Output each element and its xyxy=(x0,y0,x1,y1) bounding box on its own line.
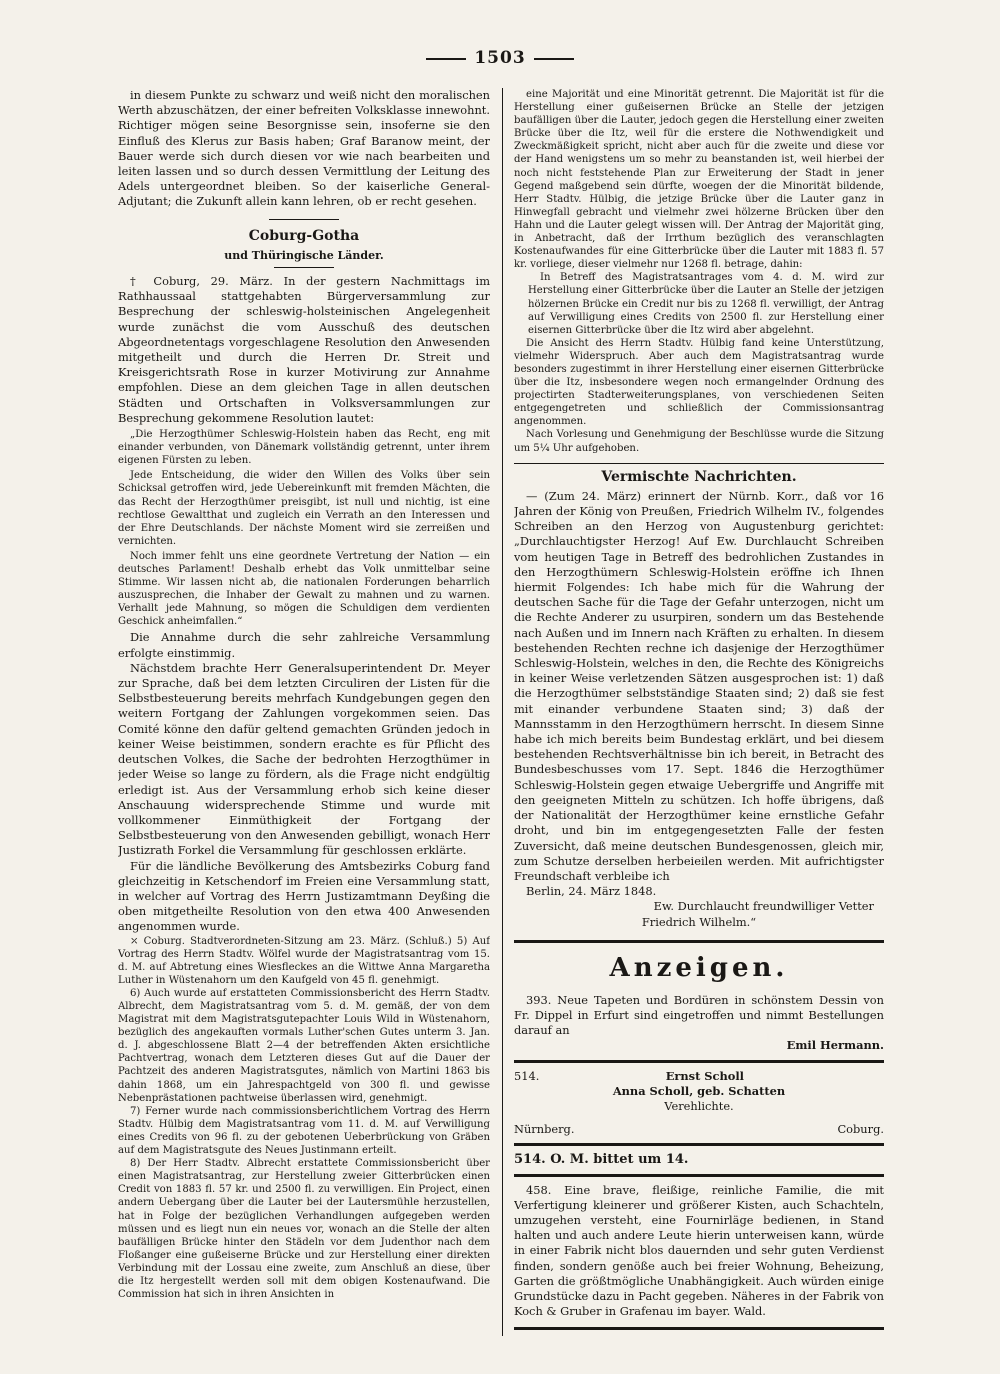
rule xyxy=(514,1143,884,1146)
article-paragraph: Nächstdem brachte Herr Generalsuperintendent Dr. Meyer zur Sprache, daß bei dem letzten Circuliren der Listen für die Selbstbesteuerung bereits mehrfach Kundgebungen gegen den weitern Fortgang der Zahlungen vorgekommen seien. Das Comité könne den dafür geltend gemachten Gründen jedoch in keiner Weise beistimmen, sondern erachte es für Pflicht des deutschen Volkes, die Sache der bedrohten Herzogthümer in jeder Weise so lange zu fördern, als die Frage nicht endgültig erledigt ist. Aus der Versammlung erhob sich keine dieser Anschauung widersprechende Stimme und wurde mit vollkommener Einmüthigkeit der Fortgang der Selbstbesteuerung von den Anwesenden gebilligt, wonach Herr Justizrath Forkel die Versammlung für geschlossen erklärte. xyxy=(118,660,490,858)
section-subheading: und Thüringische Länder. xyxy=(224,248,384,262)
separator xyxy=(269,219,339,220)
left-column xyxy=(118,88,490,1338)
letter-signature: Friedrich Wilhelm.“ xyxy=(641,914,757,929)
announcement-status: Verehlichte. xyxy=(664,1098,734,1113)
resolution-quote: „Die Herzogthümer Schleswig-Holstein haben das Recht, eng mit einander verbunden, von Dänemark vollständig getrennt, unter ihrem eigenen Fürsten zu leben. xyxy=(118,429,490,467)
article-paragraph: Die Annahme durch die sehr zahlreiche Versammlung erfolgte einstimmig. xyxy=(118,630,490,660)
resolution-quote: Noch immer fehlt uns eine geordnete Vertretung der Nation — ein deutsches Parlament! Deshalb erhebt das Volk unmittelbar seine Stimme. Wir lassen nicht ab, die nationalen Forderungen beharrlich auszusprechen, die Inhaber der Gewalt zu mahnen und zu warnen. Verhallt jede Mahnung, so mögen die Schuldigen dem verdienten Geschick anheimfallen.“ xyxy=(118,550,490,628)
letter-signature: Ew. Durchlaucht freundwilliger Vetter xyxy=(653,899,874,914)
section-heading: Vermischte Nachrichten. xyxy=(601,468,797,485)
ads-heading: Anzeigen. xyxy=(609,952,789,983)
rule xyxy=(514,1060,884,1063)
right-column xyxy=(514,88,884,1338)
intro-paragraph: in diesem Punkte zu schwarz und weiß nicht den moralischen Werth abzuschätzen, der einer befreiten Volksklasse innewohnt. Richtiger mögen seine Besorgnisse sein, insoferne sie den Einfluß des Klerus zur Basis haben; Graf Baranow meint, der Bauer werde sich durch diesen vor wie nach bearbeiten und leiten lassen und so durch dessen Vermittlung der Leitung des Adels untergeordnet bleiben. So der kaiserliche General-Adjutant; die Zukunft allein kann lehren, ob er recht gesehen. xyxy=(118,88,490,209)
announcement-city: Coburg. xyxy=(837,1122,884,1137)
separator xyxy=(274,267,334,268)
announcement-name: Anna Scholl, geb. Schatten xyxy=(612,1083,786,1098)
advertisement: 393. Neue Tapeten und Bordüren in schönstem Dessin von Fr. Dippel in Erfurt sind eingetroffen und nimmt Bestellungen darauf an xyxy=(514,992,884,1038)
council-report: 8) Der Herr Stadtv. Albrecht erstattete Commissionsbericht über einen Magistratsantrag, zur Herstellung zweier Gitterbrücken einen Credit von 1883 fl. 57 kr. und 2500 fl. zu verwilligen. Ein Project, einen andern Uebergang über die Lauter bei der Lautersmühle herzustellen, hat in Folge der bezüglichen Verhandlungen aufgegeben werden müssen und es liegt nun ein neues vor, wonach an die Stelle der alten baufälligen Brücke hinter den Städeln vor dem Judenthor nach dem Floßanger eine gußeiserne Brücke und zur Herstellung einer direkten Verbindung mit der Lossau eine zweite, zum Anschluß an diese, über die Itz hergestellt werden soll mit dem obigen Kostenaufwand. Die Commission hat sich in ihren Ansichten in xyxy=(118,1158,490,1301)
announcement-row xyxy=(514,1122,884,1137)
rule xyxy=(514,940,884,943)
section-heading: Coburg-Gotha xyxy=(248,227,360,244)
council-resolution: In Betreff des Magistratsantrages vom 4. d. M. wird zur Herstellung einer Gitterbrücke über die Lauter an Stelle der jetzigen hölzernen Brücke ein Credit nur bis zu 1268 fl. verwilligt, der Antrag auf Verwilligung eines Credits von 2500 fl. zur Herstellung einer eisernen Gitterbrücke über die Itz wird aber abgelehnt. xyxy=(528,272,884,336)
council-report: 6) Auch wurde auf erstatteten Commissionsbericht des Herrn Stadtv. Albrecht, dem Magistratsantrag vom 5. d. M. gemäß, der von dem Magistrat mit dem Magistratsgutepachter Louis Wild in Wüstenahorn, bezüglich des angekauften vormals Luther'schen Gutes unterm 3. Jan. d. J. abgeschlossene Blatt 2—4 der betreffenden Akten ersichtliche Pachtvertrag, wonach dem Letzteren dieses Gut auf die Dauer der Pachtzeit des anderen Magistratsgutes, nämlich von Martini 1863 bis dahin 1868, um ein Jahrespachtgeld von 300 fl. und gewisse Nebenprästationen pachtweise überlassen wird, genehmigt. xyxy=(118,987,490,1104)
resolution-quote: Jede Entscheidung, die wider den Willen des Volks über sein Schicksal getroffen wird, jede Uebereinkunft mit fremden Mächten, die das Recht der Herzogthümer preisgibt, ist null und nichtig, ist eine rechtlose Gewaltthat und zugleich ein Verrath an den Interessen und der Ehre Deutschlands. Der nächste Moment wird sie zerreißen und vernichten. xyxy=(118,470,490,547)
article-paragraph: † Coburg, 29. März. In der gestern Nachmittags im Rathhaussaal stattgehabten Bürgerversammlung zur Besprechung der schleswig-holsteinischen Angelegenheit wurde zunächst die vom Ausschuß des deutschen Abgeordnetentags vorgeschlagene Resolution den Anwesenden mitgetheilt und durch die Herren Dr. Streit und Kreisgerichtsrath Rose in kurzer Motivirung zur Annahme empfohlen. Diese an dem gleichen Tage in allen deutschen Städten und Ortschaften in Volksversammlungen zur Besprechung gekommene Resolution lautet: xyxy=(118,274,490,425)
advertisement: 458. Eine brave, fleißige, reinliche Familie, die mit Verfertigung kleinerer und größerer Kisten, auch Schachteln, umzugehen versteht, eine Fournirläge bedienen, in Stand halten und auch andere Leute hierin unterweisen kann, würde in einer Fabrik nicht blos dauernden und sehr guten Verdienst finden, sondern genöße auch bei freier Wohnung, Beheizung, Garten die größtmögliche Unabhängigkeit. Auch würden einige Grundstücke dazu in Pacht gegeben. Näheres in der Fabrik von Koch & Gruber in Grafenau im bayer. Wald. xyxy=(514,1182,884,1319)
advertisement: 514. O. M. bittet um 14. xyxy=(514,1152,689,1168)
article-paragraph: Für die ländliche Bevölkerung des Amtsbezirks Coburg fand gleichzeitig in Ketschendorf im Freien eine Versammlung statt, in welcher auf Vortrag des Herrn Justizamtmann Deyßing die oben mitgetheilte Resolution von den etwa 400 Anwesenden angenommen wurde. xyxy=(118,858,490,934)
announcement-name: Ernst Scholl xyxy=(665,1068,744,1083)
rule xyxy=(514,1174,884,1177)
council-report: eine Majorität und eine Minorität getrennt. Die Majorität ist für die Herstellung einer gußeisernen Brücke an Stelle der jetzigen baufälligen über die Lauter, jedoch gegen die Herstellung einer zweiten Brücke über die Itz, weil für die erstere die Nothwendigkeit und Zweckmäßigkeit spricht, nicht aber auch für die zweite und diese vor der Hand wenigstens um so mehr zu beanstanden ist, weil hierbei der noch nicht feststehende Plan zur Erweiterung der Stadt in jener Gegend maßgebend sein dürfte, woegen der die Minorität bildende, Herr Stadtv. Hülbig, die jetzige Brücke über die Lauter ganz in Hinwegfall gebracht und vielmehr zwei hölzerne Brücken über den Hahn und die Lauter gelegt wissen will. Der Antrag der Majorität ging, in Anbetracht, daß der Irrthum bezüglich des veranschlagten Kostenaufwandes für eine Gitterbrücke über die Lauter mit 1883 fl. 57 kr. vorliege, dieser vielmehr nur 1268 fl. betrage, dahin: xyxy=(514,89,884,271)
council-report: 7) Ferner wurde nach commissionsberichtlichem Vortrag des Herrn Stadtv. Hülbig dem Magistratsantrag vom 11. d. M. auf Verwilligung eines Credits von 96 fl. zu der gebotenen Ueberbrückung von Gräben auf dem Magistratsgute des Neues Justinmann erteilt. xyxy=(118,1105,490,1157)
page-number: 1503 xyxy=(0,48,1000,68)
council-report: ⤫ Coburg. Stadtverordneten-Sitzung am 23. März. (Schluß.) 5) Auf Vortrag des Herrn Stadtv. Wölfel wurde der Magistratsantrag vom 15. d. M. auf Abtretung eines Wiesfleckes an die Wittwe Anna Margaretha Luther in Wüstenahorn um den Kaufgeld von 45 fl. genehmigt. xyxy=(118,935,490,986)
column-divider xyxy=(502,88,503,1336)
ad-number: 514. xyxy=(514,1068,540,1083)
announcement-row xyxy=(514,1069,884,1084)
rule xyxy=(514,463,884,464)
council-report: Die Ansicht des Herrn Stadtv. Hülbig fand keine Unterstützung, vielmehr Widerspruch. Aber auch dem Magistratsantrag wurde besonders zugestimmt in ihrer Herstellung einer eisernen Gitterbrücke über die Itz, insbesondere wegen noch ermangelnder Ordnung des projectirten Stadterweiterungsplanes, von verschiedenen Seiten entgegengetreten und schließlich der Commissionsantrag angenommen. xyxy=(514,337,884,428)
council-report: Nach Vorlesung und Genehmigung der Beschlüsse wurde die Sitzung um 5¼ Uhr aufgehoben. xyxy=(514,429,884,454)
announcement-city: Nürnberg. xyxy=(514,1122,575,1137)
letter-place-date: Berlin, 24. März 1848. xyxy=(526,884,657,899)
advertisement-signature: Emil Hermann. xyxy=(786,1038,884,1053)
article-paragraph: — (Zum 24. März) erinnert der Nürnb. Korr., daß vor 16 Jahren der König von Preußen, Friedrich Wilhelm IV., folgendes Schreiben an den Herzog von Augustenburg gerichtet: „Durchlauchtigster Herzog! Auf Ew. Durchlaucht Schreiben vom heutigen Tage in Betreff des bedrohlichen Zustandes in den Herzogthümern Schleswig-Holstein eröffne ich Ihnen hiermit Folgendes: Ich habe mich für die Wahrung der deutschen Sache für die Tage der Gefahr unterzogen, nicht um die Rechte Anderer zu usurpiren, sondern um das Bestehende nach Außen und im Innern nach Kräften zu erhalten. In diesem bestehenden Rechten rechne ich dasjenige der Herzogthümer Schleswig-Holstein, welches in den, die Rechte des Königreichs in keiner Weise verletzenden Sätzen ausgesprochen ist: 1) daß die Herzogthümer selbstständige Staaten sind; 2) daß sie fest mit einander verbundene Staaten sind; 3) daß der Mannsstamm in den Herzogthümern herrscht. In diesem Sinne habe ich mich bereits beim Bundestag erklärt, und bei diesem bestehenden Rechtsverhältnisse bin ich bereit, in Betracht des Bundesbeschusses vom 17. Sept. 1846 die Herzogthümer Schleswig-Holstein gegen etwaige Uebergriffe und Angriffe mit den geeigneten Mitteln zu schützen. Ich hoffe übrigens, daß der Nationalität der Herzogthümer keine ernstliche Gefahr droht, und bin im entgegengesetzten Falle der festen Zuversicht, daß meine deutschen Bundesgenossen, gleich mir, zum Schutze derselben herbeieilen werden. Mit aufrichtigster Freundschaft verbleibe ich xyxy=(514,488,884,883)
rule xyxy=(514,1327,884,1330)
